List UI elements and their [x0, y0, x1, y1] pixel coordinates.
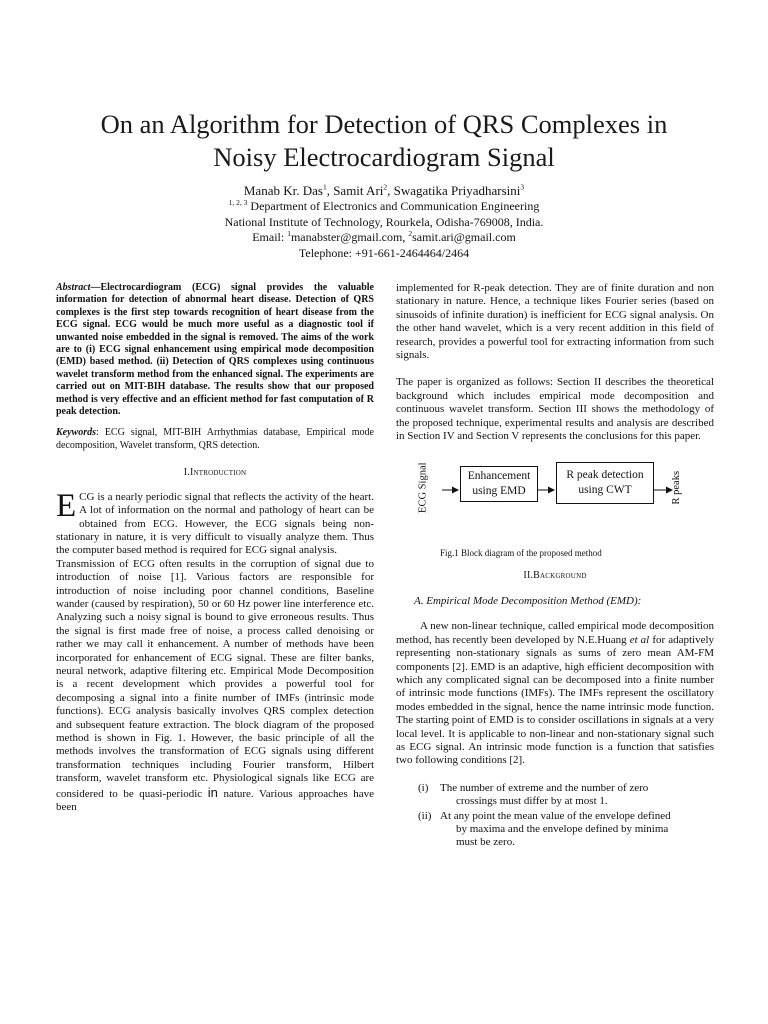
figure-caption: Fig.1 Block diagram of the proposed method: [440, 548, 602, 559]
intro-p2-in: in: [207, 784, 218, 800]
output-label-r-peaks: R peaks: [671, 471, 683, 505]
imf-condition-1: [396, 782, 714, 809]
keywords-label: Keywords: [56, 427, 96, 439]
box1-line2: using EMD: [472, 485, 526, 498]
condition-2-line-b: by maxima and the envelope defined by minima: [456, 822, 669, 835]
department-sup: 1, 2, 3: [228, 198, 248, 207]
author-1-sup: 1: [322, 182, 327, 192]
condition-2-line-a: At any point the mean value of the envelope defined: [440, 809, 671, 822]
author-block: [60, 182, 708, 261]
author-names: Manab Kr. Das$^1$, Samit Ari$^2$, Swagatika Priyadharsini$^3$: [243, 182, 525, 198]
box-rpeak-cwt: [556, 462, 654, 504]
box1-line1: Enhancement: [467, 470, 531, 483]
author-2-sup: 2: [383, 182, 388, 192]
intro-p2-text: Transmission of ECG often results in the corruption of signal due to introduction of noise [1]. Various factors are responsible for introduction of noise including poor channel conditions, Baseline wander (caused by respiration), 50 or 60 Hz power line interference etc. Analyzing such a noisy signal is bound to give erroneous results. Thus the signal is first made free of noise, a process called denoising or rather we may call it enhancement. A number of methods have been incorporated for enhancement of ECG signal. These are filter banks, neural network, adaptive filtering etc. Empirical Mode Decomposition is a recent development which provides a powerful tool for decomposing a signal into a finite number of IMFs (intrinsic mode functions). ECG analysis basically involves QRS complex detection and subsequent feature extraction. The block diagram of the proposed method is shown in Fig. 1. However, the basic principle of all the methods involves the transformation of ECG signals using different transformation techniques including Fourier transform, Hilbert transform, wavelet transform etc. Physiological signals like ECG are considered to be quasi-periodic: [56, 557, 374, 800]
email-1[interactable]: manabster@gmail.com,: [290, 230, 406, 244]
emd-paragraph: [396, 620, 714, 767]
emd-p1-a: A new non-linear technique, called empirical mode decomposition method, has recently been developed by N.E.Huang: [396, 620, 714, 646]
imf-condition-2: [396, 810, 714, 850]
author-1: Manab Kr. Das: [243, 183, 323, 198]
condition-1-line-b: crossings must differ by at most 1.: [456, 795, 608, 808]
email-line: [60, 230, 708, 246]
imf-conditions-list: [396, 782, 714, 850]
left-column: [56, 282, 374, 814]
paper-title: [40, 108, 728, 174]
block-diagram-arrows: [396, 459, 714, 549]
box-enhancement-emd: [460, 466, 538, 502]
affiliation-department: [60, 199, 708, 215]
affiliation-institute: National Institute of Technology, Rourkela, Odisha-769008, India.: [224, 214, 544, 229]
author-2: Samit Ari: [333, 183, 384, 198]
condition-2-number: (ii): [418, 809, 432, 822]
emd-p1-etal: et al: [629, 633, 650, 646]
intro-paragraph-1: [56, 487, 374, 558]
drop-cap: E: [56, 487, 77, 524]
box2-line1: R peak detection: [566, 469, 644, 482]
emd-p1-b: for adaptively representing non-stationary signals as sums of zero mean AM-FM components [2]. EMD is an adaptive, high efficient decomposition with which any complicated signal can be decomposed into a finite number of intrinsic mode functions (IMFs). The IMFs represent the oscillatory modes embedded in the signal, hence the name intrinsic mode function. The starting point of EMD is to consider oscillations in signals at a very local level. It is applicable to non-linear and non-stationary signal such as ECG signal. An intrinsic mode function is a function that satisfies two following conditions [2].: [396, 633, 715, 767]
telephone-line: Telephone: +91-661-2464464/2464: [298, 245, 470, 260]
condition-1-number: (i): [418, 781, 429, 794]
input-label-ecg-signal: ECG Signal: [417, 462, 429, 514]
abstract: [56, 282, 374, 418]
email-2-sup: 2: [408, 229, 413, 238]
section-heading-introduction: I.Introduction: [183, 467, 247, 479]
subsection-heading-emd: A. Empirical Mode Decomposition Method (EMD):: [414, 594, 642, 607]
email-1-sup: 1: [287, 229, 291, 238]
author-3: Swagatika Priyadharsini: [393, 183, 521, 198]
abstract-text: —Electrocardiogram (ECG) signal provides the valuable information for detection of abnormal heart disease. Detection of QRS complexes is the first step towards recognition of heart disease from the ECG signal. ECG would be much more useful as a diagnostic tool if unwanted noise embedded in the signal is removed. The aims of the work are to (i) ECG signal enhancement using empirical mode decomposition (EMD) based method. (ii) Detection of QRS complexes using continuous wavelet transform method from the enhanced signal. The experiments are carried out on MIT-BIH database. The results show that our proposed method is very effective and an efficient method for fast computation of R peak detection.: [56, 282, 374, 418]
title-line-1: On an Algorithm for Detection of QRS Complexes in: [100, 109, 668, 139]
keywords: [56, 427, 374, 452]
right-column: [396, 282, 714, 851]
keywords-text: : ECG signal, MIT-BIH Arrhythmias database, Empirical mode decomposition, Wavelet transform, QRS detection.: [56, 427, 374, 451]
email-label: Email:: [252, 230, 285, 244]
intro-p2-end: nature. Various approaches have been: [56, 787, 374, 814]
abstract-label: Abstract: [56, 282, 91, 293]
email-2[interactable]: samit.ari@gmail.com: [412, 230, 516, 244]
right-paragraph-2: The paper is organized as follows: Section II describes the theoretical background which includes empirical mode decomposition and continuous wavelet transform. Section III shows the methodology of the proposed technique, experimental results and analysis are described in Section IV and Section V represents the conclusions for this paper.: [396, 376, 714, 443]
department-text: Department of Electronics and Communication Engineering: [250, 199, 540, 213]
author-3-sup: 3: [520, 182, 525, 192]
intro-paragraph-2: [56, 558, 374, 815]
condition-1-line-a: The number of extreme and the number of zero: [440, 781, 649, 794]
intro-p1-text: CG is a nearly periodic signal that reflects the activity of the heart. A lot of information on the normal and pathology of heart can be obtained from ECG. However, the ECG signals being non-stationary in nature, it is very difficult to visually analyze them. Thus the computer based method is required for ECG signal analysis.: [56, 490, 374, 557]
title-line-2: Noisy Electrocardiogram Signal: [213, 142, 555, 172]
right-paragraph-1: implemented for R-peak detection. They are of finite duration and non stationary in nature. Hence, a technique likes Fourier series (based on sinusoids of infinite duration) is inefficient for ECG signal analysis. On the other hand wavelet, which is a very recent addition in this field of research, provides a powerful tool for extracting information from such signals.: [396, 282, 714, 362]
figure-1-block-diagram: [396, 459, 714, 567]
box2-line2: using CWT: [578, 484, 632, 497]
section-heading-background: II.Background: [523, 570, 587, 582]
condition-2-line-c: must be zero.: [456, 836, 515, 849]
